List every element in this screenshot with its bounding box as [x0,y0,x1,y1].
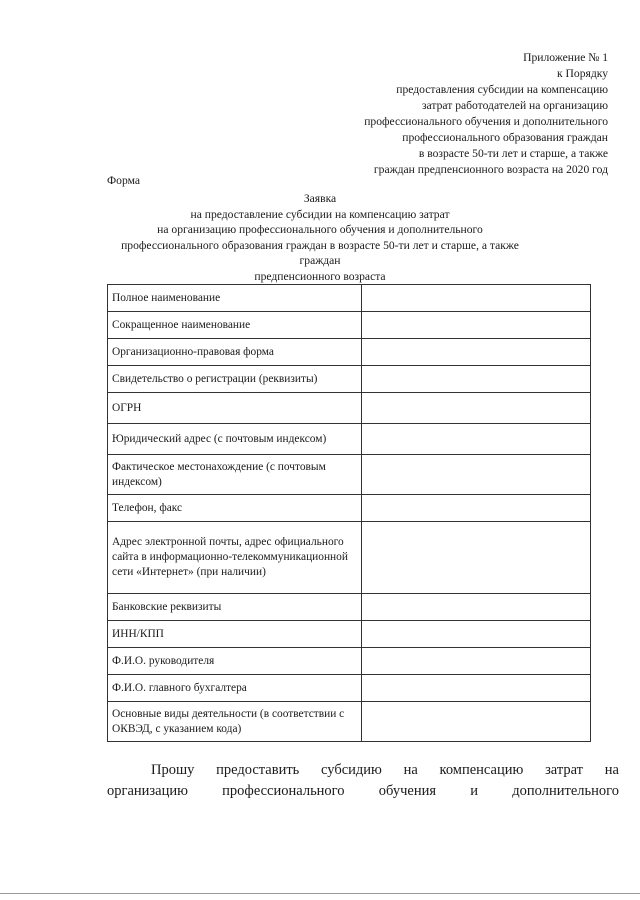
appendix-line: предоставления субсидии на компенсацию [396,83,608,96]
row-label: Полное наименование [108,285,362,312]
row-label: Телефон, факс [108,495,362,522]
request-word: затрат [545,762,584,778]
title-line: Заявка [303,192,337,205]
table-row [108,312,591,339]
row-value-cell[interactable] [362,702,591,742]
applicant-info-table [107,284,591,742]
appendix-line: Приложение № 1 [523,51,608,64]
request-word: предоставить [216,762,300,778]
row-label: ОГРН [108,393,362,424]
row-label: Организационно-правовая форма [108,339,362,366]
row-label: Адрес электронной почты, адрес официального сайта в информационно-телекоммуникационной сети «Интернет» (при наличии) [108,522,362,594]
table-row [108,424,591,455]
request-line-2 [107,781,619,802]
row-value-cell[interactable] [362,424,591,455]
appendix-line: к Порядку [557,67,608,80]
table-row [108,621,591,648]
request-word: профессионального [222,783,345,799]
row-value-cell[interactable] [362,675,591,702]
table-row [108,522,591,594]
title-line: профессионального образования граждан в возрасте 50-ти лет и старше, а также граждан [121,238,519,267]
row-label: Банковские реквизиты [108,594,362,621]
request-word: на [403,762,418,778]
row-value-cell[interactable] [362,495,591,522]
request-paragraph [107,760,619,802]
table-row [108,455,591,495]
title-line: на организацию профессионального обучения и дополнительного [157,223,483,236]
request-word: обучения [378,783,437,799]
row-value-cell[interactable] [362,455,591,495]
row-label: Юридический адрес (с почтовым индексом) [108,424,362,455]
request-word: субсидию [321,762,382,778]
table-row [108,648,591,675]
table-row [108,285,591,312]
row-value-cell[interactable] [362,285,591,312]
row-value-cell[interactable] [362,522,591,594]
request-word: Прошу [151,762,195,778]
request-word: дополнительного [512,783,619,799]
appendix-line: профессионального обучения и дополнительного [364,115,608,128]
row-value-cell[interactable] [362,339,591,366]
row-label: Ф.И.О. руководителя [108,648,362,675]
request-word: организацию [107,783,188,799]
table-row [108,393,591,424]
row-label: Ф.И.О. главного бухгалтера [108,675,362,702]
row-label: Свидетельство о регистрации (реквизиты) [108,366,362,393]
table-row [108,339,591,366]
row-value-cell[interactable] [362,594,591,621]
row-label: Фактическое местонахождение (с почтовым индексом) [108,455,362,495]
table-row [108,702,591,742]
appendix-line: затрат работодателей на организацию [421,99,608,112]
appendix-line: профессионального образования граждан [402,131,608,144]
table-row [108,366,591,393]
table-row [108,594,591,621]
appendix-line: в возрасте 50-ти лет и старше, а также [418,147,608,160]
table-row [108,495,591,522]
title-line: на предоставление субсидии на компенсацию затрат [190,207,450,221]
row-value-cell[interactable] [362,393,591,424]
row-value-cell[interactable] [362,312,591,339]
request-word: и [470,783,479,799]
request-line-1 [107,760,619,781]
appendix-header [288,50,608,178]
application-title [100,191,540,284]
appendix-line: граждан предпенсионного возраста на 2020 год [373,163,608,176]
row-value-cell[interactable] [362,621,591,648]
request-word: компенсацию [439,762,524,778]
row-label: ИНН/КПП [108,621,362,648]
table-row [108,675,591,702]
form-label: Форма [107,174,140,187]
title-line: предпенсионного возраста [254,269,386,283]
page-bottom-rule [0,893,640,894]
row-value-cell[interactable] [362,648,591,675]
row-value-cell[interactable] [362,366,591,393]
row-label: Основные виды деятельности (в соответствии с ОКВЭД, с указанием кода) [108,702,362,742]
row-label: Сокращенное наименование [108,312,362,339]
request-word: на [604,762,619,778]
